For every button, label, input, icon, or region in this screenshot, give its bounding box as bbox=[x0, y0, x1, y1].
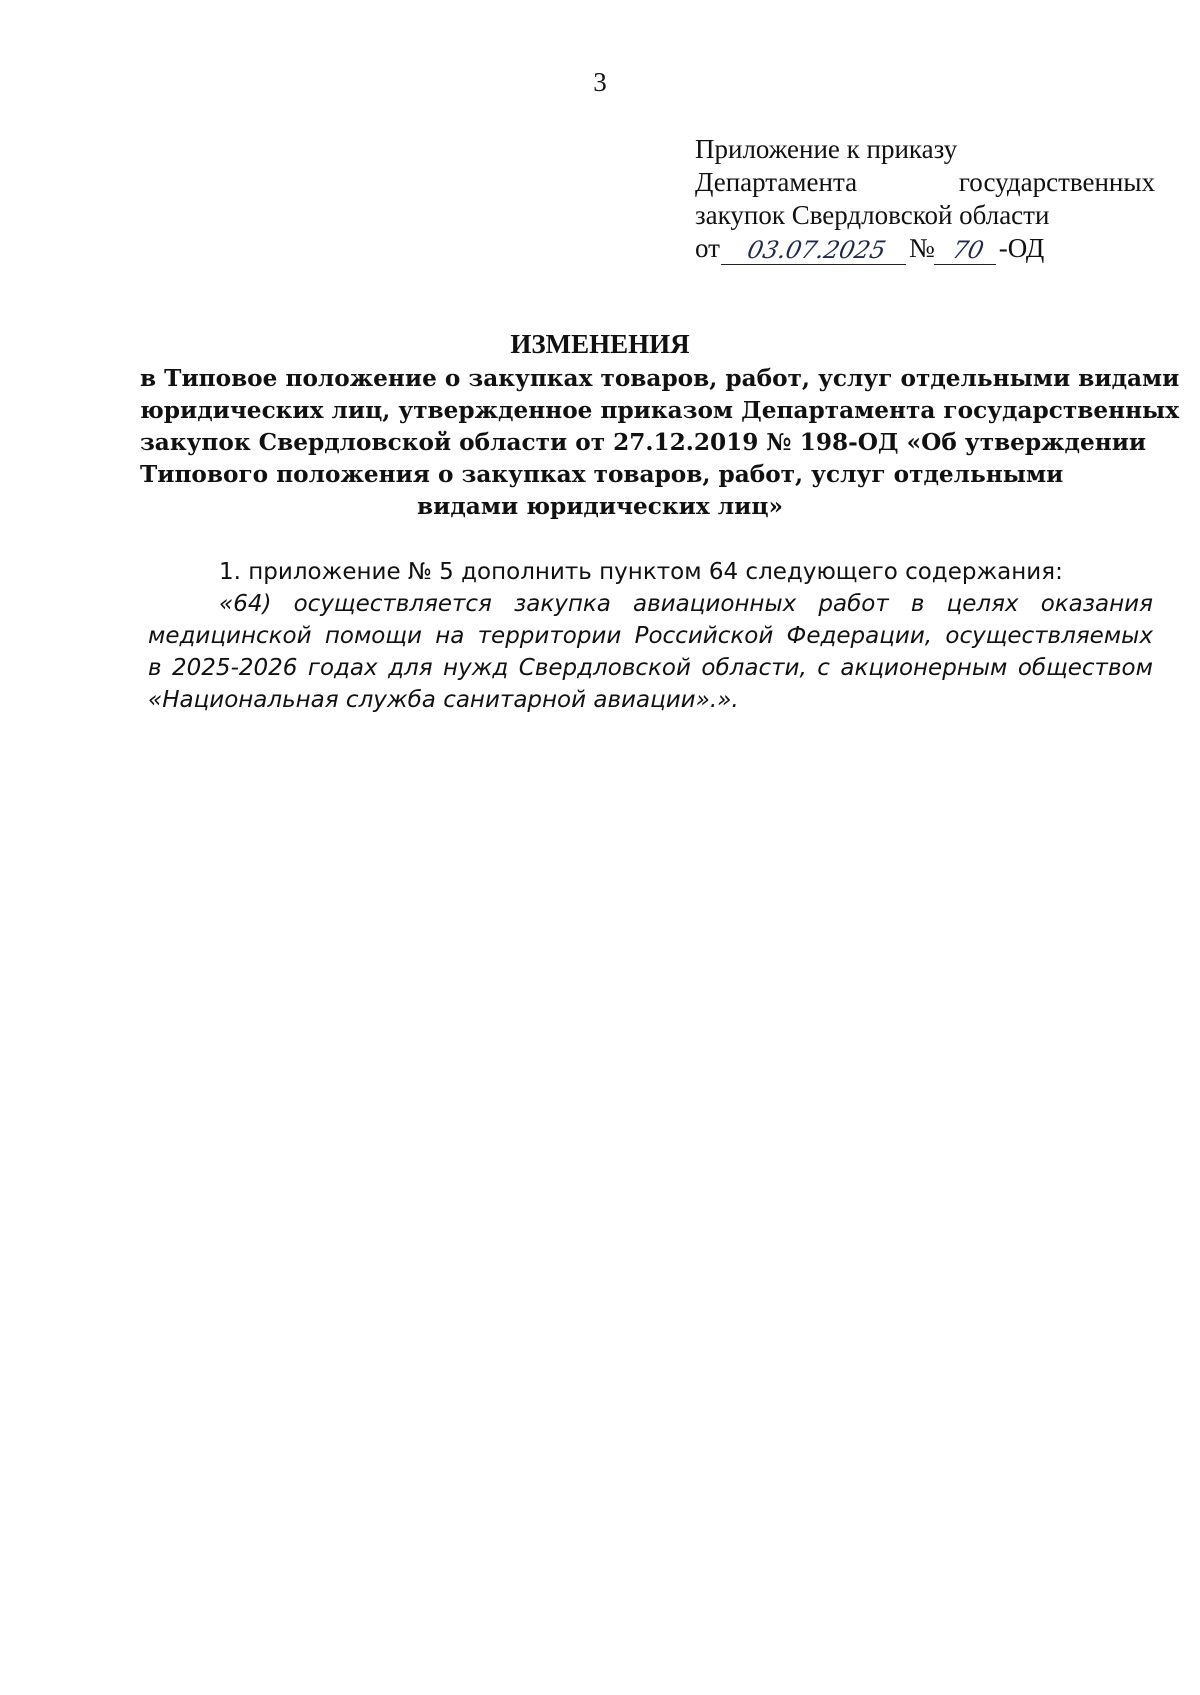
quote-word: осуществляемых bbox=[945, 623, 1153, 649]
quote-word: Российской bbox=[634, 623, 774, 649]
quote-word: акционерным bbox=[840, 655, 1008, 681]
quote-word: годах bbox=[307, 655, 378, 681]
amendment-paragraph: 1. приложение № 5 дополнить пунктом 64 следующего содержания: bbox=[219, 559, 1063, 585]
quote-word: в bbox=[910, 591, 925, 617]
handwritten-number: 70 bbox=[934, 236, 1002, 265]
quote-word: целях bbox=[946, 591, 1019, 617]
subtitle-line: Типового положения о закупках товаров, работ, услуг отдельными bbox=[140, 461, 1064, 488]
subtitle-line: закупок Свердловской области от 27.12.2019 № 198-ОД «Об утверждении bbox=[140, 429, 1147, 456]
appendix-header bbox=[695, 133, 1155, 265]
date-prefix: от bbox=[695, 233, 720, 263]
quote-word: медицинской bbox=[148, 623, 312, 649]
appendix-line-1: Приложение к приказу bbox=[695, 134, 958, 164]
quote-word: обществом bbox=[1017, 655, 1153, 681]
handwritten-date: 03.07.2025 bbox=[721, 236, 912, 265]
appendix-date-line bbox=[695, 232, 1155, 265]
quote-line bbox=[148, 652, 1153, 684]
subtitle-line: юридических лиц, утвержденное приказом Департамента государственных bbox=[140, 397, 1180, 424]
quote-word: Федерации, bbox=[786, 623, 933, 649]
quote-word: осуществляется bbox=[293, 591, 492, 617]
quote-word: территории bbox=[477, 623, 622, 649]
quote-line bbox=[148, 620, 1153, 652]
quote-word: закупка bbox=[514, 591, 611, 617]
body-text bbox=[148, 556, 1153, 716]
appendix-line-3: закупок Свердловской области bbox=[695, 200, 1050, 230]
quote-word: области, bbox=[701, 655, 807, 681]
number-sign: № bbox=[908, 233, 935, 263]
quote-word: с bbox=[817, 655, 830, 681]
appendix-line-2-left: Департамента bbox=[695, 167, 858, 197]
document-subtitle bbox=[140, 363, 1180, 523]
quote-word: для bbox=[388, 655, 433, 681]
quote-word: в bbox=[148, 655, 162, 681]
subtitle-line: в Типовое положение о закупках товаров, работ, услуг отдельными видами bbox=[140, 365, 1180, 392]
quote-word: помощи bbox=[324, 623, 422, 649]
quote-word: Свердловской bbox=[518, 655, 691, 681]
page-number: 3 bbox=[593, 67, 607, 97]
quote-word: нужд bbox=[443, 655, 509, 681]
quote-word: оказания bbox=[1040, 591, 1153, 617]
quote-word: 2025-2026 bbox=[172, 655, 298, 681]
quoted-clause bbox=[148, 588, 1153, 716]
number-suffix: -ОД bbox=[998, 233, 1045, 263]
quote-word: работ bbox=[818, 591, 889, 617]
quote-line-last: «Национальная служба санитарной авиации».». bbox=[148, 687, 739, 713]
subtitle-line: видами юридических лиц» bbox=[417, 493, 783, 520]
quote-word: «64) bbox=[219, 591, 272, 617]
appendix-line-2 bbox=[695, 166, 1155, 199]
appendix-line-2-right: государственных bbox=[958, 167, 1155, 197]
quote-line bbox=[148, 588, 1153, 620]
quote-word: на bbox=[435, 623, 465, 649]
quote-word: авиационных bbox=[633, 591, 797, 617]
document-title: ИЗМЕНЕНИЯ bbox=[510, 329, 690, 359]
